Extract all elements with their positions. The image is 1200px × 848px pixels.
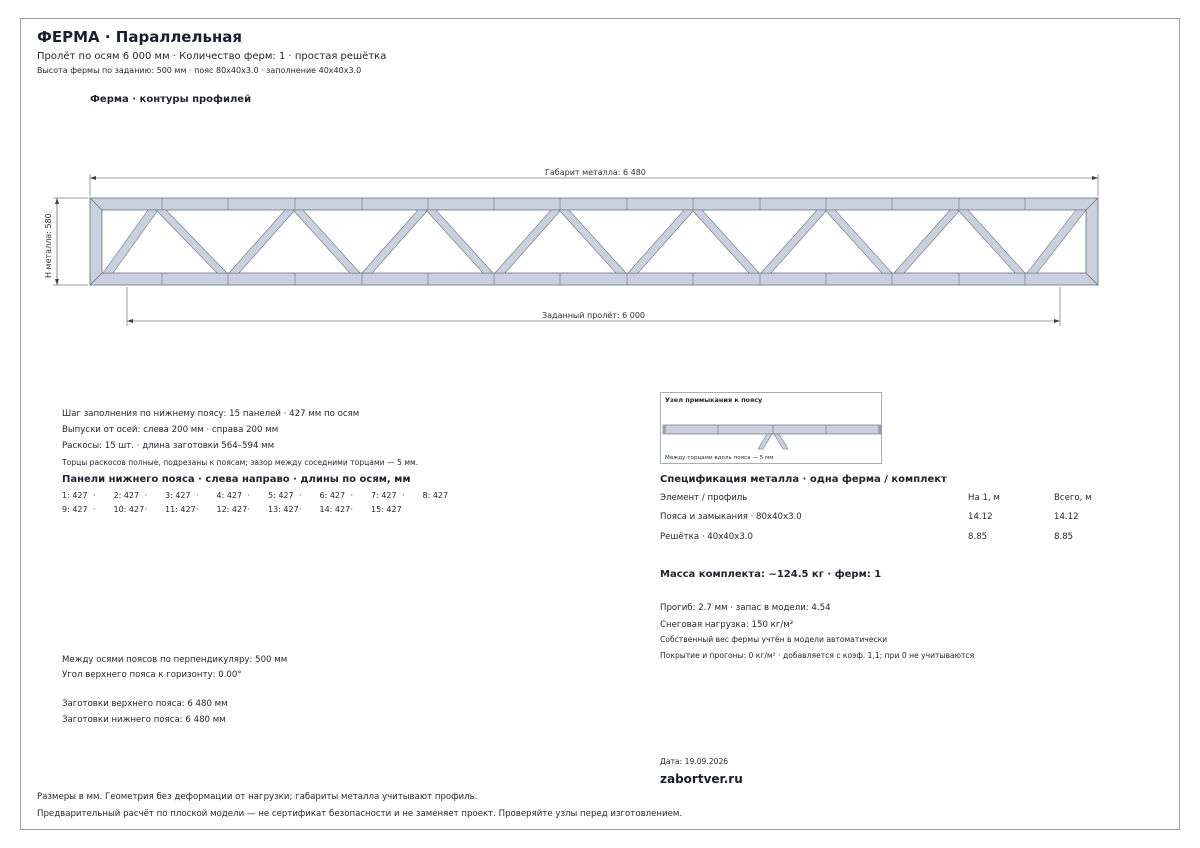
spec-title: Спецификация металла · одна ферма / комплект: [660, 474, 947, 485]
dimension-lines: [53, 174, 1098, 326]
node-detail-box: [660, 392, 882, 464]
panel-separator: ·: [299, 505, 302, 514]
arrow-bottom: [55, 279, 59, 285]
footer-note-2: Предварительный расчёт по плоской модели — не сертификат безопасности и не заменяет проект. Проверяйте узлы перед изготовлением.: [37, 809, 683, 819]
panel-separator: ·: [350, 505, 354, 514]
brace: [692, 210, 759, 273]
panel-length-item: 9: 427: [62, 505, 88, 514]
self-weight-text: Собственный вес фермы учтён в модели автоматически: [660, 635, 888, 644]
top-angle-text: Угол верхнего пояса к горизонту: 0.00°: [62, 670, 242, 680]
panel-separator: ·: [402, 491, 405, 500]
arrow-left: [90, 176, 96, 180]
brace: [103, 210, 158, 273]
brace: [426, 210, 493, 273]
panel-separator: ·: [247, 491, 251, 500]
bottom-chord: [90, 273, 1098, 285]
panels-list: [62, 491, 462, 521]
panel-length-item: 11: 427: [165, 505, 196, 514]
axis-distance-text: Между осями поясов по перпендикуляру: 500 мм: [62, 655, 288, 665]
brace: [495, 210, 561, 273]
brand-logo-text: zabortver.ru: [660, 772, 743, 786]
top-blanks-text: Заготовки верхнего пояса: 6 480 мм: [62, 699, 228, 709]
footer-note-1: Размеры в мм. Геометрия без деформации от нагрузки; габариты металла учитывают профиль.: [37, 792, 478, 802]
ends-note-text: Торцы раскосов полные, подрезаны к поясам; зазор между соседними торцами — 5 мм.: [62, 458, 419, 467]
overhangs-text: Выпуски от осей: слева 200 мм · справа 200 мм: [62, 425, 279, 435]
left-end-post: [90, 198, 102, 285]
panel-length-item: 14: 427: [319, 505, 351, 514]
bottom-blanks-text: Заготовки нижнего пояса: 6 480 мм: [62, 715, 226, 725]
spec-header-total: Всего, м: [1054, 493, 1092, 503]
panel-length-item: 4: 427: [216, 491, 243, 500]
brace: [229, 210, 295, 273]
spec-row-chords-total: 14.12: [1054, 512, 1079, 522]
panel-separator: ·: [299, 491, 302, 500]
brace: [559, 210, 626, 273]
panel-length-item: 10: 427: [113, 505, 145, 514]
snow-load-text: Снеговая нагрузка: 150 кг/м²: [660, 620, 794, 630]
spec-header-per-one: На 1, м: [968, 493, 1000, 503]
spec-row-lattice-name: Решётка · 40x40x3.0: [660, 532, 753, 542]
panel-length-item: 8: 427: [422, 491, 449, 500]
panel-length-item: 7: 427: [371, 491, 397, 500]
brace: [628, 210, 694, 273]
brace: [825, 210, 892, 273]
right-end-post: [1086, 198, 1098, 285]
panel-separator: ·: [144, 505, 148, 514]
span-dimension-label: Заданный пролёт: 6 000: [542, 311, 646, 320]
date-text: Дата: 19.09.2026: [660, 757, 729, 766]
height-dimension-label: Н металла: 580: [44, 213, 53, 278]
panel-separator: ·: [144, 491, 148, 500]
span-arrow-left: [127, 319, 133, 323]
panel-length-item: 6: 427: [319, 491, 346, 500]
span-arrow-right: [1054, 319, 1060, 323]
panel-length-item: 1: 427: [62, 491, 88, 500]
panel-separator: ·: [196, 491, 199, 500]
brace: [958, 210, 1025, 273]
drawing-title: Ферма · контуры профилей: [90, 94, 252, 105]
panel-length-item: 3: 427: [165, 491, 191, 500]
spec-row-chords-name: Пояса и замыкания · 80x40x3.0: [660, 512, 802, 522]
overall-dimension-label: Габарит металла: 6 480: [545, 168, 646, 177]
panel-separator: ·: [93, 491, 96, 500]
braces-text: Раскосы: 15 шт. · длина заготовки 564–594 мм: [62, 441, 275, 451]
panel-separator: ·: [350, 491, 354, 500]
panel-separator: ·: [196, 505, 199, 514]
header-details: Высота фермы по заданию: 500 мм · пояс 80x40x3.0 · заполнение 40x40x3.0: [37, 66, 362, 75]
node-detail-title: Узел примыкания к поясу: [665, 396, 763, 404]
spec-row-lattice-total: 8.85: [1054, 532, 1074, 542]
node-detail-note: Между торцами вдоль пояса — 5 мм: [665, 455, 774, 461]
spec-header-element: Элемент / профиль: [660, 493, 748, 503]
mass-total: Масса комплекта: ~124.5 кг · ферм: 1: [660, 569, 882, 580]
brace: [362, 210, 428, 273]
panel-length-item: 12: 427: [216, 505, 248, 514]
spec-row-chords-per-one: 14.12: [968, 512, 993, 522]
fill-step-text: Шаг заполнения по нижнему поясу: 15 панелей · 427 мм по осям: [62, 409, 360, 419]
header-subtitle: Пролёт по осям 6 000 мм · Количество ферм: 1 · простая решётка: [37, 51, 387, 62]
arrow-right: [1092, 176, 1098, 180]
truss-profiles: [90, 198, 1098, 285]
brace: [156, 210, 227, 273]
panel-length-item: 2: 427: [113, 491, 140, 500]
panel-separator: ·: [247, 505, 251, 514]
brace: [293, 210, 360, 273]
panel-length-item: 5: 427: [268, 491, 294, 500]
panel-length-item: 13: 427: [268, 505, 299, 514]
spec-row-lattice-per-one: 8.85: [968, 532, 988, 542]
brace: [1027, 210, 1086, 273]
top-chord: [90, 198, 1098, 210]
deflection-text: Прогиб: 2.7 мм · запас в модели: 4.54: [660, 603, 831, 613]
brace: [894, 210, 960, 273]
panel-length-item: 15: 427: [371, 505, 402, 514]
brace: [761, 210, 827, 273]
panel-separator: ·: [93, 505, 96, 514]
panels-title: Панели нижнего пояса · слева направо · длины по осям, мм: [62, 474, 411, 485]
roofing-text: Покрытие и прогоны: 0 кг/м² · добавляется с коэф. 1,1; при 0 не учитываются: [660, 651, 975, 660]
page-title: ФЕРМА · Параллельная: [37, 28, 243, 46]
arrow-top: [55, 198, 59, 204]
